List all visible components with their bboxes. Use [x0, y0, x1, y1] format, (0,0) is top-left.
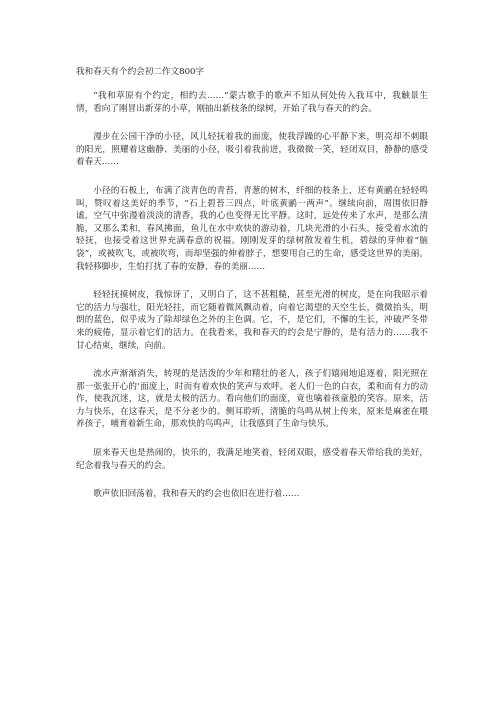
paragraph-7: 歌声依旧回荡着，我和春天的约会也依旧在进行着…… — [93, 489, 300, 500]
paragraph-2: 漫步在公园干净的小径，风儿轻抚着我的面庞，使我浮躁的心平静下来，明亮却不刺眼的阳光，照耀着这幽静、美丽的小径，吸引着我前进，我微微一笑，轻闭双目，静静的感受着春天…… — [76, 132, 428, 168]
paragraph-1: “我和草原有个约定，相约去……”蒙古歌手的歌声不知从何处传入我耳中，我触景生情，看向了刚冒出新芽的小草，刚抽出新枝条的绿树，开始了我与春天的约会。 — [76, 91, 428, 114]
document-title: 我和春天有个约会初二作文800字 — [76, 67, 205, 77]
paragraph-5: 流水声渐渐消失，转现的是活泼的少年和精壮的老人，孩子们嬉闹地追逐着，阳光照在那一张张开心的’面庞上，时而有着欢快的笑声与欢呼。老人们一色的白衣，柔和而有力的动作，使我沉迷，这，就是太极的活力。看向他们的面庞，竟也噙着孩童般的笑容。原来，活力与快乐，在这春天，是不分老少的。侧耳聆听，清脆的鸟鸣从树上传来，原来是麻雀在喂养孩子，哺育着新生命，那欢快的鸟鸣声，让我感到了生命与快乐。 — [76, 369, 428, 430]
document-page — [76, 66, 428, 501]
paragraph-4: 轻轻抚摸树皮，我惊讶了，又明白了，这不甚粗糙，甚至光滑的树皮，是在向我昭示着它的活力与强壮，阳光轻拄，而它随着微风飘动着，向着它渴望的天空生长，微微抬头，明朗的蓝色，似乎成为了除却绿色之外的主色调。它，不，是它们，不懈的生长，冲破严冬带来的疲倦，显示着它们的活力。在我看来，我和春天的约会是宁静的，是有活力的……我不甘心结束，继续，向前。 — [76, 290, 428, 351]
paragraph-3: 小径的石板上，布满了淡青色的青苔，青葱的树木，纤细的枝条上，还有黄鹂在轻轻鸣叫，赞叹着这美好的季节，“石上碧苔三四点，叶底黄鹂一两声”。继续向前，周围依旧静谧，空气中弥漫着淡淡的清香，我的心也变得无比平静。这时，远处传来了水声，是那么清脆，又那么柔和，春风拂面，鱼儿在水中欢快的游动着，几块光滑的小石头，接受着水流的轻抚，也接受着这世界充满春意的祝福。刚刚发芽的绿树散发着生机，碧绿的芽伸着“脑袋”，或被吹飞，或被吹弯，而却坚强的伸着脖子，想要用自己的生命，感受这世界的美丽。我轻移脚步，生怕打扰了春的安静，春的美丽…… — [76, 185, 428, 272]
paragraph-6: 原来春天也是热闹的，快乐的，我满足地笑着，轻闭双眼，感受着春天带给我的美好，纪念着我与春天的约会。 — [76, 448, 428, 471]
